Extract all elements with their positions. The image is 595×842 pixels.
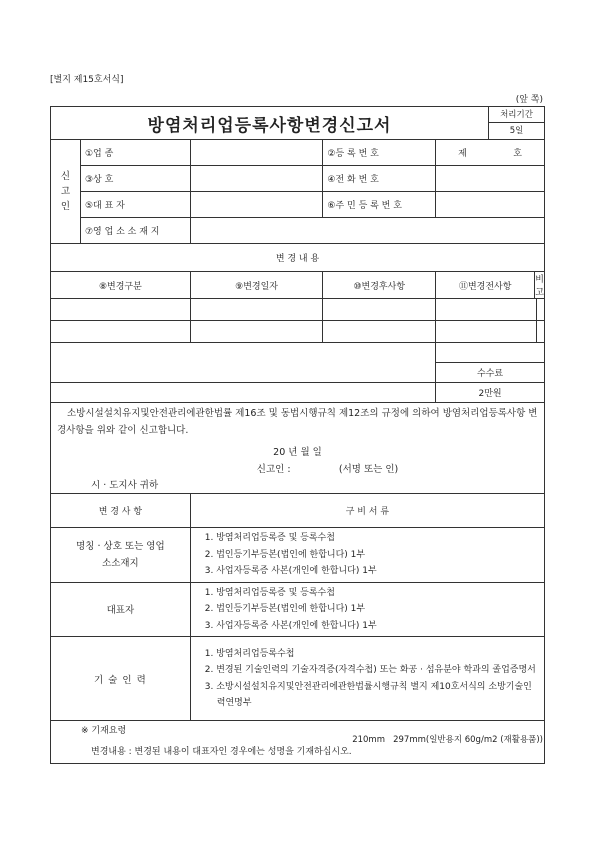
declaration-section: [51, 403, 545, 494]
representative-input[interactable]: [190, 192, 323, 218]
col-after-change: ⑩변경후사항: [323, 272, 436, 299]
form-number: [별지 제15호서식]: [50, 75, 124, 85]
remarks-cell[interactable]: [536, 299, 544, 320]
form-table: [50, 106, 545, 764]
processing-period: [489, 107, 545, 140]
trade-name-input[interactable]: [190, 166, 323, 192]
blank-area-bottom: [51, 383, 436, 403]
changes-header: 변 경 내 용: [51, 244, 545, 272]
phone-input[interactable]: [436, 166, 545, 192]
business-type-label: ①업 종: [80, 140, 190, 166]
notes-heading: ※ 기재요령: [81, 726, 127, 736]
fee-label: 수수료: [436, 363, 545, 383]
reg-number-suffix: 호: [513, 149, 522, 159]
change-date-cell[interactable]: [190, 299, 323, 321]
col-change-date: ⑨변경일자: [190, 272, 323, 299]
phone-label: ④전 화 번 호: [323, 166, 436, 192]
representative-label: ⑤대 표 자: [80, 192, 190, 218]
docs-row-items: 1. 방염처리업등록수첩 2. 변경된 기술인력의 기술자격증(자격수첩) 또는 화공 · 섬유분야 학과의 졸업증명서 3. 소방시설설치유지및안전관리에관한법률시행규칙 별지 제10호서식의 소방기술인력연명부: [190, 637, 544, 721]
reg-number-prefix: 제: [458, 149, 467, 159]
resident-number-label: ⑥주 민 등 록 번 호: [323, 192, 436, 218]
before-change-cell[interactable]: [436, 299, 536, 320]
docs-row-change: 대표자: [51, 582, 191, 637]
docs-row-change: 명칭 · 상호 또는 영업소소재지: [51, 528, 191, 583]
processing-label: 처리기간: [489, 107, 544, 123]
business-type-input[interactable]: [190, 140, 323, 166]
notes-text: 변경내용 : 변경된 내용이 대표자인 경우에는 성명을 기재하십시오.: [91, 747, 352, 757]
reg-number-input[interactable]: [436, 140, 545, 166]
change-type-cell[interactable]: [51, 321, 191, 343]
col-before-change: ⑪변경전사항: [436, 272, 535, 298]
form-title: 방염처리업등록사항변경신고서: [51, 107, 489, 140]
fee-value: 2만원: [436, 383, 545, 403]
address-label: ⑦영 업 소 소 재 지: [80, 218, 190, 244]
blank-area: [51, 343, 436, 383]
docs-col-change: 변 경 사 항: [51, 494, 191, 528]
remarks-cell[interactable]: [536, 321, 544, 342]
processing-value: 5일: [509, 126, 524, 136]
docs-row-items: 1. 방염처리업등록증 및 등록수첩 2. 법인등기부등본(법인에 한합니다) 1부 3. 사업자등록증 사본(개인에 한합니다) 1부: [190, 582, 544, 637]
reg-number-label: ②등 록 번 호: [323, 140, 436, 166]
docs-row-items: 1. 방염처리업등록증 및 등록수첩 2. 법인등기부등본(법인에 한합니다) 1부 3. 사업자등록증 사본(개인에 한합니다) 1부: [190, 528, 544, 583]
blank-fee-top: [436, 343, 545, 363]
address-input[interactable]: [190, 218, 544, 244]
declaration-signer: 신고인 : (서명 또는 인): [256, 464, 399, 475]
declaration-recipient: 시 · 도지사 귀하: [91, 480, 159, 491]
declaration-text: 소방시설설치유지및안전관리에관한법률 제16조 및 동법시행규칙 제12조의 규정에 의하여 방염처리업등록사항 변경사항을 위와 같이 신고합니다.: [57, 408, 538, 436]
applicant-group-label: 신 고 인: [51, 140, 81, 244]
change-date-cell[interactable]: [190, 321, 323, 343]
page-side-label: (앞 쪽): [515, 95, 543, 105]
after-change-cell[interactable]: [323, 321, 436, 343]
docs-col-docs: 구 비 서 류: [190, 494, 544, 528]
declaration-date: 20 년 월 일: [273, 447, 322, 458]
trade-name-label: ③상 호: [80, 166, 190, 192]
resident-number-input[interactable]: [436, 192, 545, 218]
col-remarks: 비 고: [535, 275, 544, 298]
change-type-cell[interactable]: [51, 299, 191, 321]
after-change-cell[interactable]: [323, 299, 436, 321]
paper-spec: 210mm 297mm(일반용지 60g/m2 (재활용품)): [352, 735, 543, 745]
before-change-cell[interactable]: [436, 321, 536, 342]
docs-row-change: 기 술 인 력: [51, 637, 191, 721]
col-change-type: ⑧변경구분: [51, 272, 191, 299]
